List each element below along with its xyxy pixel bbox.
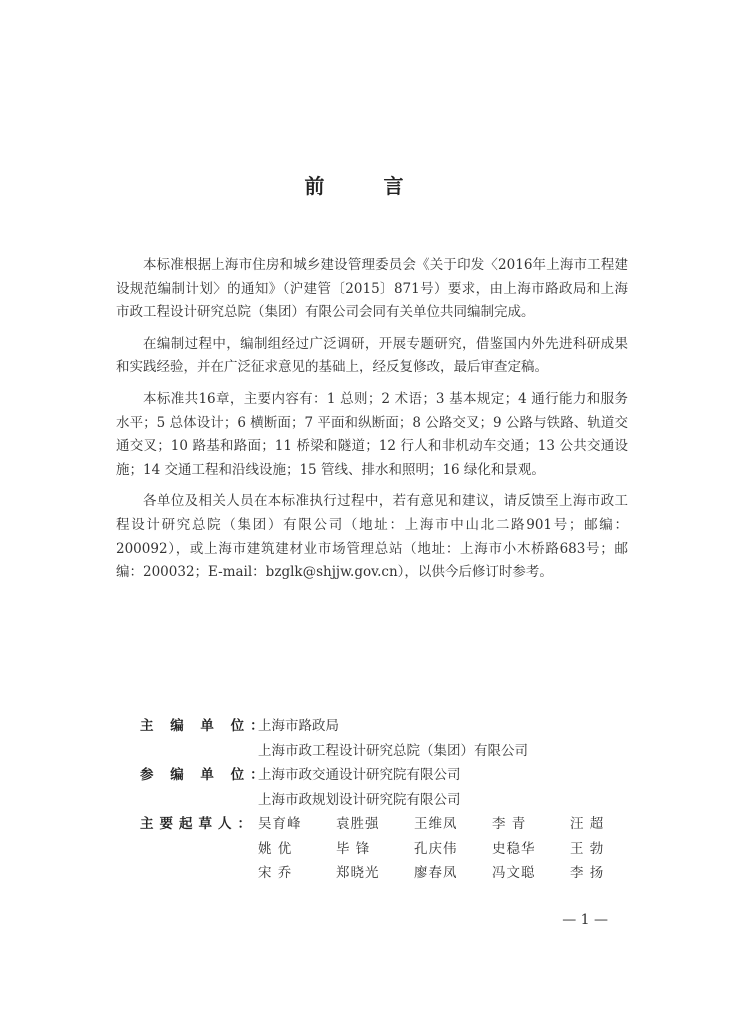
drafter-name: 吴育峰 xyxy=(258,816,302,832)
drafter-name: 李 青 xyxy=(492,816,527,832)
paragraph: 本标准根据上海市住房和城乡建设管理委员会《关于印发〈2016年上海市工程建设规范编制计划〉的通知》（沪建管〔2015〕871号）要求，由上海市路政局和上海市政工程设计研究总院（集团）有限公司会同有关单位共同编制完成。 xyxy=(116,257,628,321)
chief-editor-unit: 上海市政工程设计研究总院（集团）有限公司 xyxy=(258,742,528,759)
chief-editor-unit: 上海市路政局 xyxy=(258,718,339,734)
chief-editor-list xyxy=(258,714,636,763)
credits-section xyxy=(116,714,636,886)
drafter-name: 汪 超 xyxy=(570,816,605,832)
drafter-name: 王 勃 xyxy=(570,840,605,857)
participating-label: 参 编 单 位： xyxy=(140,767,270,783)
drafter-name: 姚 优 xyxy=(258,840,293,857)
drafter-name: 毕 锋 xyxy=(336,840,371,857)
drafter-name: 冯文聪 xyxy=(492,865,536,881)
participating-list xyxy=(258,763,636,812)
drafters-list xyxy=(258,812,636,886)
paragraph: 各单位及相关人员在本标准执行过程中，若有意见和建议，请反馈至上海市政工程设计研究总院（集团）有限公司（地址：上海市中山北二路901号；邮编：200092），或上海市建筑建材业市场管理总站（地址：上海市小木桥路683号；邮编：200032；E-mail：bzglk@shjjw.gov.cn），以供今后修订时参考。 xyxy=(116,493,628,581)
drafters-label: 主要起草人： xyxy=(140,816,257,832)
page-number: — 1 — xyxy=(562,912,608,928)
participating-unit: 上海市政交通设计研究院有限公司 xyxy=(258,767,461,783)
chief-editor-row xyxy=(116,714,636,763)
chief-editor-label: 主 编 单 位： xyxy=(140,718,270,734)
drafter-name: 史稳华 xyxy=(492,840,536,857)
participating-row xyxy=(116,763,636,812)
drafter-name: 宋 乔 xyxy=(258,865,293,881)
drafter-name: 廖春凤 xyxy=(414,865,458,881)
page-title: 前 言 xyxy=(304,174,430,198)
drafters-row xyxy=(116,812,636,886)
drafter-name: 郑晓光 xyxy=(336,865,380,881)
paragraph: 在编制过程中，编制组经过广泛调研，开展专题研究，借鉴国内外先进科研成果和实践经验，并在广泛征求意见的基础上，经反复修改，最后审查定稿。 xyxy=(116,335,628,376)
preface-body xyxy=(116,254,628,593)
drafter-name: 李 扬 xyxy=(570,865,605,881)
participating-unit: 上海市政规划设计研究院有限公司 xyxy=(258,791,461,808)
drafter-name: 袁胜强 xyxy=(336,816,380,832)
drafter-name: 孔庆伟 xyxy=(414,840,458,857)
drafter-name: 王维凤 xyxy=(414,816,458,832)
paragraph: 本标准共16章，主要内容有：1 总则；2 术语；3 基本规定；4 通行能力和服务水平；5 总体设计；6 横断面；7 平面和纵断面；8 公路交叉；9 公路与铁路、轨道交通交叉；10 路基和路面；11 桥梁和隧道；12 行人和非机动车交通；13 公共交通设施；14 交通工程和沿线设施；15 管线、排水和照明；16 绿化和景观。 xyxy=(116,390,628,478)
